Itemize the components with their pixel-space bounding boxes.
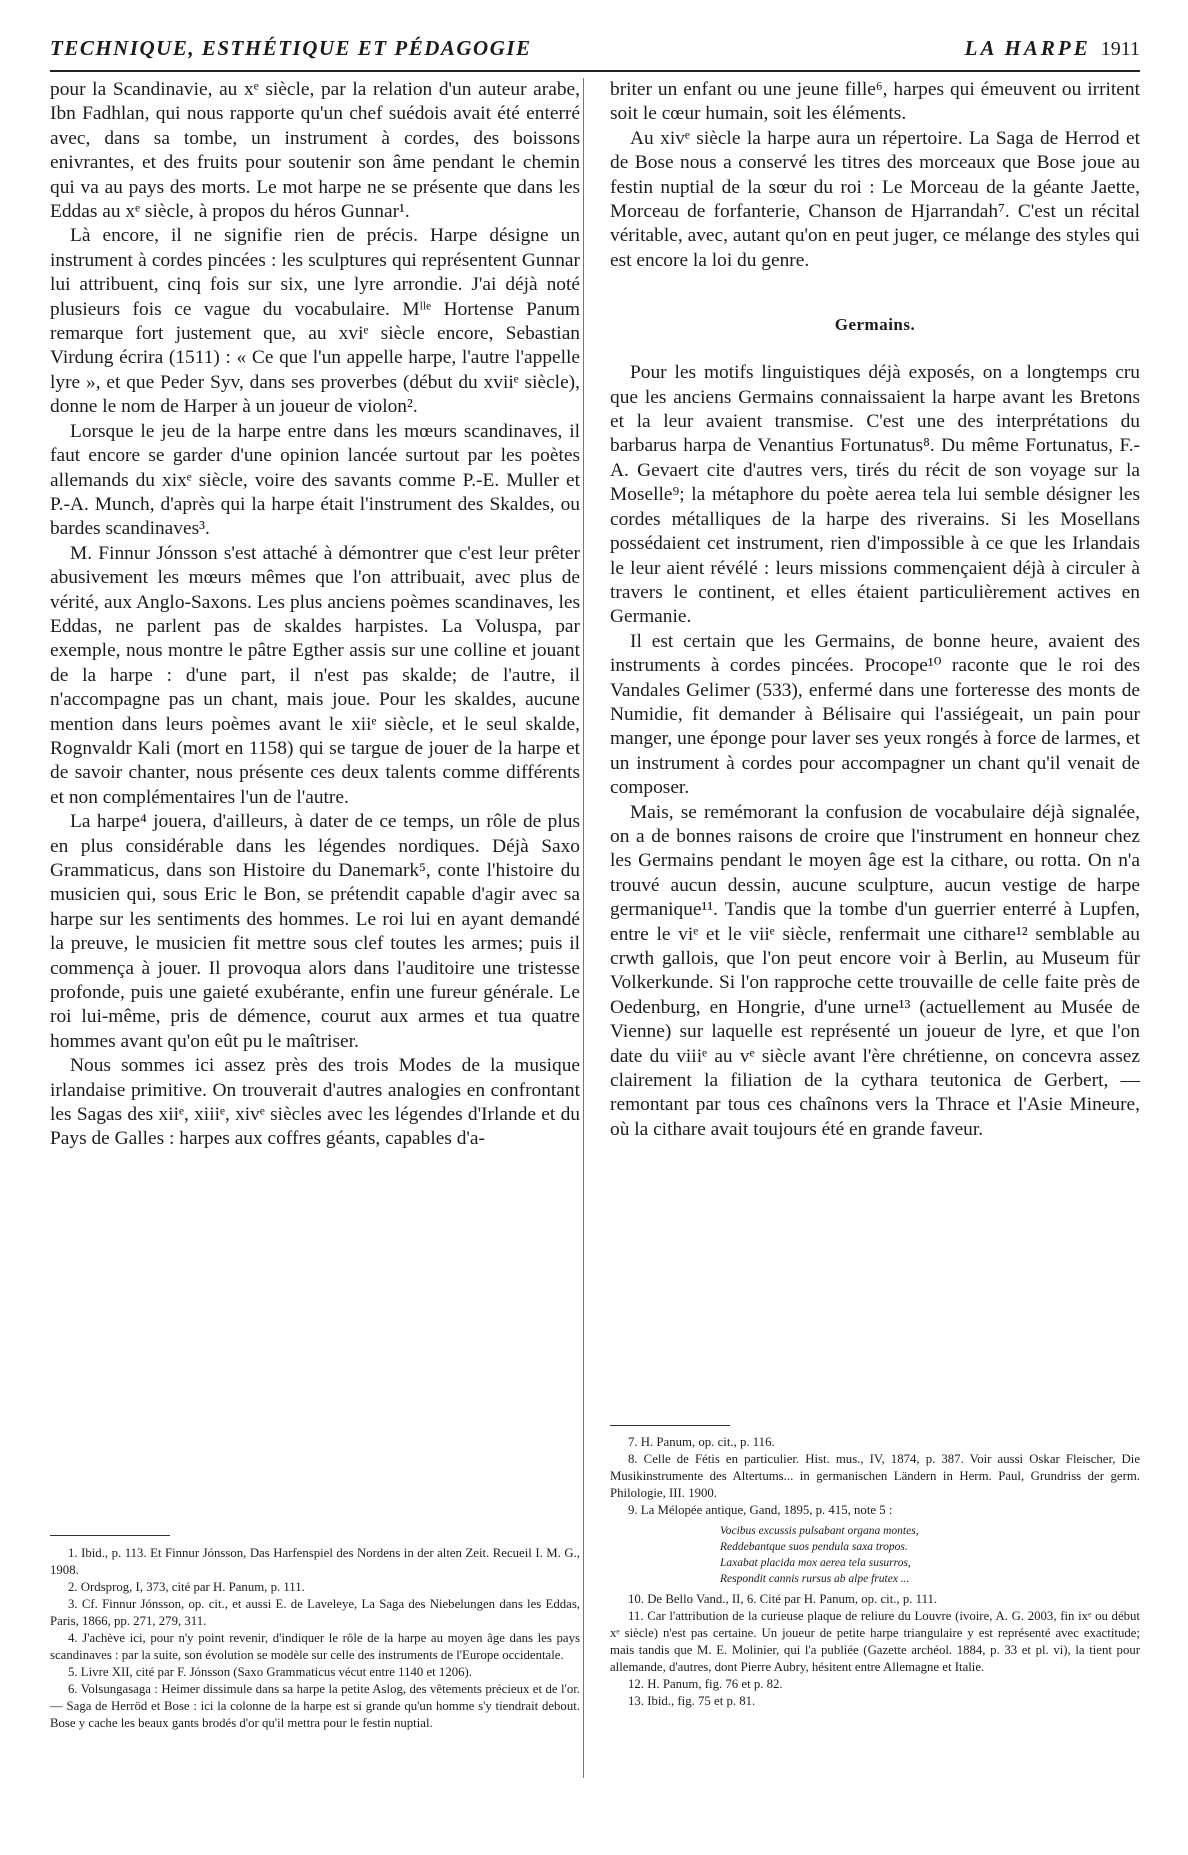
footnote: 13. Ibid., fig. 75 et p. 81. (628, 1694, 756, 1708)
footnote: 5. Livre XII, cité par F. Jónsson (Saxo Grammaticus vécut entre 1140 et 1206). (68, 1665, 472, 1679)
paragraph: Pour les motifs linguistiques déjà exposés, on a longtemps cru que les anciens Germains connaissaient la harpe avant les Bretons et la leur avaient transmise. C'est une des interprétations du barbarus harpa de Venantius Fortunatus⁸. Du même Fortunatus, F.-A. Gevaert cite d'autres vers, tirés du récit de son voyage sur la Moselle⁹; la métaphore du poète aerea tela lui semble désigner les cordes métalliques de la harpe des riverains. Si les Mosellans possédaient cet instrument, rien d'impossible à ce que les Irlandais le leur aient révélé : leurs missions commençaient déjà à circuler à travers le continent, et elles étaient particulièrement actives en Germanie. (610, 362, 1140, 628)
running-header (50, 36, 1140, 66)
header-rule (50, 70, 1140, 72)
header-section-title: TECHNIQUE, ESTHÉTIQUE ET PÉDAGOGIE (50, 36, 532, 60)
section-heading: Germains. (834, 315, 916, 335)
footnote-rule-left (50, 1535, 170, 1536)
verse-line: Reddebantque suos pendula saxa tropos. (720, 1541, 908, 1553)
header-right (965, 36, 1140, 61)
paragraph: Il est certain que les Germains, de bonne heure, avaient des instruments à cordes pincées. Procope¹⁰ raconte que le roi des Vandales Gelimer (533), enfermé dans une forteresse des monts de Numidie, fit demander à Bélisaire qui l'assiégeait, un pain pour manger, une éponge pour laver ses yeux rongés à force de larmes, et un instrument à cordes pour accompagner un chant qu'il venait de composer. (610, 630, 1140, 799)
page-number: 1911 (1100, 38, 1140, 60)
footnote: 11. Car l'attribution de la curieuse plaque de reliure du Louvre (ivoire, A. G. 2003, fin ixᵉ ou début xᵉ siècle) n'est pas certaine. Un joueur de petite harpe triangulaire y est représenté avec exactitude; mais tandis que M. E. Molinier, qui l'a publiée (Gazette archéol. 1884, p. 33 et pl. vi), la tient pour allemande, d'autres, dont Pierre Aubry, hésitent entre Allemagne et Italie. (610, 1609, 1140, 1674)
paragraph: Nous sommes ici assez près des trois Modes de la musique irlandaise primitive. On trouverait d'autres analogies en confrontant les Sagas des xiiᵉ, xiiiᵉ, xivᵉ siècles avec les légendes d'Irlande et du Pays de Galles : harpes aux coffres géants, capables d'a- (50, 1055, 580, 1150)
footnote-rule-right (610, 1425, 730, 1426)
verse-line: Respondit cannis rursus ab alpe frutex ... (720, 1573, 910, 1585)
paragraph: La harpe⁴ jouera, d'ailleurs, à dater de ce temps, un rôle de plus en plus considérable dans les légendes nordiques. Déjà Saxo Grammaticus, dans son Histoire du Danemark⁵, conte l'histoire du musicien qui, sous Eric le Bon, se prétendit capable d'agir avec sa harpe sur les sentiments des hommes. Le roi lui en ayant demandé la preuve, le musicien fit mettre sous clef toutes les armes; puis il commença à jouer. Il provoqua alors dans l'auditoire une tristesse profonde, puis une gaieté exubérante, enfin une fureur générale. Le roi lui-même, pris de démence, courut aux armes et tua quatre hommes avant qu'on eût pu le maîtriser. (50, 811, 580, 1052)
paragraph: Là encore, il ne signifie rien de précis. Harpe désigne un instrument à cordes pincées : les sculptures qui représentent Gunnar lui attribuent, cinq fois sur six, une lyre arrondie. J'ai déjà noté plusieurs fois ce vague du vocabulaire. Mˡˡᵉ Hortense Panum remarque fort justement que, au xviᵉ siècle encore, Sebastian Virdung écrira (1511) : « Ce que l'un appelle harpe, l'autre l'appelle lyre », et que Peder Syv, dans ses proverbes (début du xviiᵉ siècle), donne le nom de Harper à un joueur de violon². (50, 225, 580, 418)
paragraph: pour la Scandinavie, au xᵉ siècle, par la relation d'un auteur arabe, Ibn Fadhlan, qui nous rapporte qu'un chef suédois avait été enterré avec, dans sa tombe, un instrument à cordes, des boissons enivrantes, et des fruits pour soutenir son âme pendant le chemin qui va au pays des morts. Le mot harpe ne se présente que dans les Eddas au xᵉ siècle, à propos du héros Gunnar¹. (50, 79, 580, 223)
footnote: 9. La Mélopée antique, Gand, 1895, p. 415, note 5 : (628, 1503, 893, 1517)
footnotes-right (610, 1434, 1140, 1710)
paragraph: Au xivᵉ siècle la harpe aura un répertoire. La Saga de Herrod et de Bose nous a conservé les titres des morceaux que Bose joue au festin nuptial de la sœur du roi : Le Morceau de la géante Jaette, Morceau de forfanterie, Chanson de Hjarrandah⁷. C'est un récital véritable, avec, autant qu'on en peut juger, ce mélange des styles qui est encore la loi du genre. (610, 127, 1140, 271)
column-divider (583, 78, 584, 1778)
footnote: 4. J'achève ici, pour n'y point revenir, d'indiquer le rôle de la harpe au moyen âge dans les pays scandinaves : par la suite, son évolution se modèle sur celle des instruments de l'Europe occidentale. (50, 1631, 580, 1662)
verse-line: Vocibus excussis pulsabant organa montes, (720, 1525, 919, 1537)
paragraph: briter un enfant ou une jeune fille⁶, harpes qui émeuvent ou irritent soit le cœur humain, soit les éléments. (610, 79, 1140, 125)
footnote: 2. Ordsprog, I, 373, cité par H. Panum, p. 111. (68, 1580, 305, 1594)
footnote: 6. Volsungasaga : Heimer dissimule dans sa harpe la petite Aslog, des vêtements précieux et de l'or. — Saga de Herröd et Bose : ici la colonne de la harpe est si grande qu'un homme s'y tiendrait debout. Bose y cache les beaux gants brodés d'or qu'il mettra pour le festin nuptial. (50, 1682, 580, 1730)
footnote: 12. H. Panum, fig. 76 et p. 82. (628, 1677, 783, 1691)
paragraph: Lorsque le jeu de la harpe entre dans les mœurs scandinaves, il faut encore se garder d'une opinion lancée surtout par les poètes allemands du xixᵉ siècle, voire des savants comme P.-E. Muller et P.-A. Munch, d'après qui la harpe était l'instrument des Skaldes, ou bardes scandinaves³. (50, 420, 580, 540)
verse-line: Laxabat placida mox aerea tela susurros, (720, 1557, 911, 1569)
paragraph: M. Finnur Jónsson s'est attaché à démontrer que c'est leur prêter abusivement les mœurs mêmes que l'on attribuait, avec plus de vérité, aux Anglo-Saxons. Les plus anciens poèmes scandinaves, les Eddas, ne parlent pas de skaldes harpistes. La Voluspa, par exemple, nous montre le pâtre Egther assis sur une colline et jouant de la harpe : d'une part, il n'est pas skalde; de l'autre, il n'accompagne pas un chant, mais joue. Pour les skaldes, aucune mention dans leurs poèmes avant le xiiᵉ siècle, et le seul skalde, Rognvaldr Kali (mort en 1158) qui se targue de jouer de la harpe et de savoir chanter, nous présente ces deux talents comme différents et non complémentaires l'un de l'autre. (50, 542, 580, 808)
footnote: 8. Celle de Fétis en particulier. Hist. mus., IV, 1874, p. 387. Voir aussi Oskar Fleischer, Die Musikinstrumente des Altertums... in germanischen Ländern in Herm. Paul, Grundriss der germ. Philologie, III. 1900. (610, 1452, 1140, 1500)
latin-verse (720, 1523, 1140, 1587)
left-column (50, 78, 580, 1152)
footnote: 7. H. Panum, op. cit., p. 116. (628, 1435, 775, 1449)
footnote: 10. De Bello Vand., II, 6. Cité par H. Panum, op. cit., p. 111. (628, 1592, 938, 1606)
footnotes-left (50, 1545, 580, 1732)
right-column (610, 78, 1140, 1142)
paragraph: Mais, se remémorant la confusion de vocabulaire déjà signalée, on a de bonnes raisons de croire que l'instrument en honneur chez les Germains pendant le moyen âge est la cithare, ou rotta. On n'a trouvé aucun dessin, aucune sculpture, aucun vestige de harpe germanique¹¹. Tandis que la tombe d'un guerrier enterré à Lupfen, entre le viᵉ et le viiᵉ siècle, renfermait une cithare¹² semblable au crwth gallois, que l'on peut encore voir à Berlin, au Museum für Volkerkunde. Si l'on rapproche cette trouvaille de celle faite près de Oedenburg, en Hongrie, d'une urne¹³ (actuellement au Musée de Vienne) sur laquelle est représenté un joueur de lyre, et que l'on date du viiiᵉ au vᵉ siècle avant l'ère chrétienne, on concevra assez clairement la filiation de la cythara teutonica de Gerbert, — remontant par tous ces chaînons vers la Thrace et l'Asie Mineure, où la cithare avait toujours été en grande faveur. (610, 801, 1140, 1140)
footnote: 1. Ibid., p. 113. Et Finnur Jónsson, Das Harfenspiel des Nordens in der alten Zeit. Recueil I. M. G., 1908. (50, 1546, 580, 1577)
header-article-title: LA HARPE (964, 36, 1091, 60)
footnote: 3. Cf. Finnur Jónsson, op. cit., et aussi E. de Laveleye, La Saga des Niebelungen dans les Eddas, Paris, 1866, pp. 271, 279, 311. (50, 1597, 580, 1628)
